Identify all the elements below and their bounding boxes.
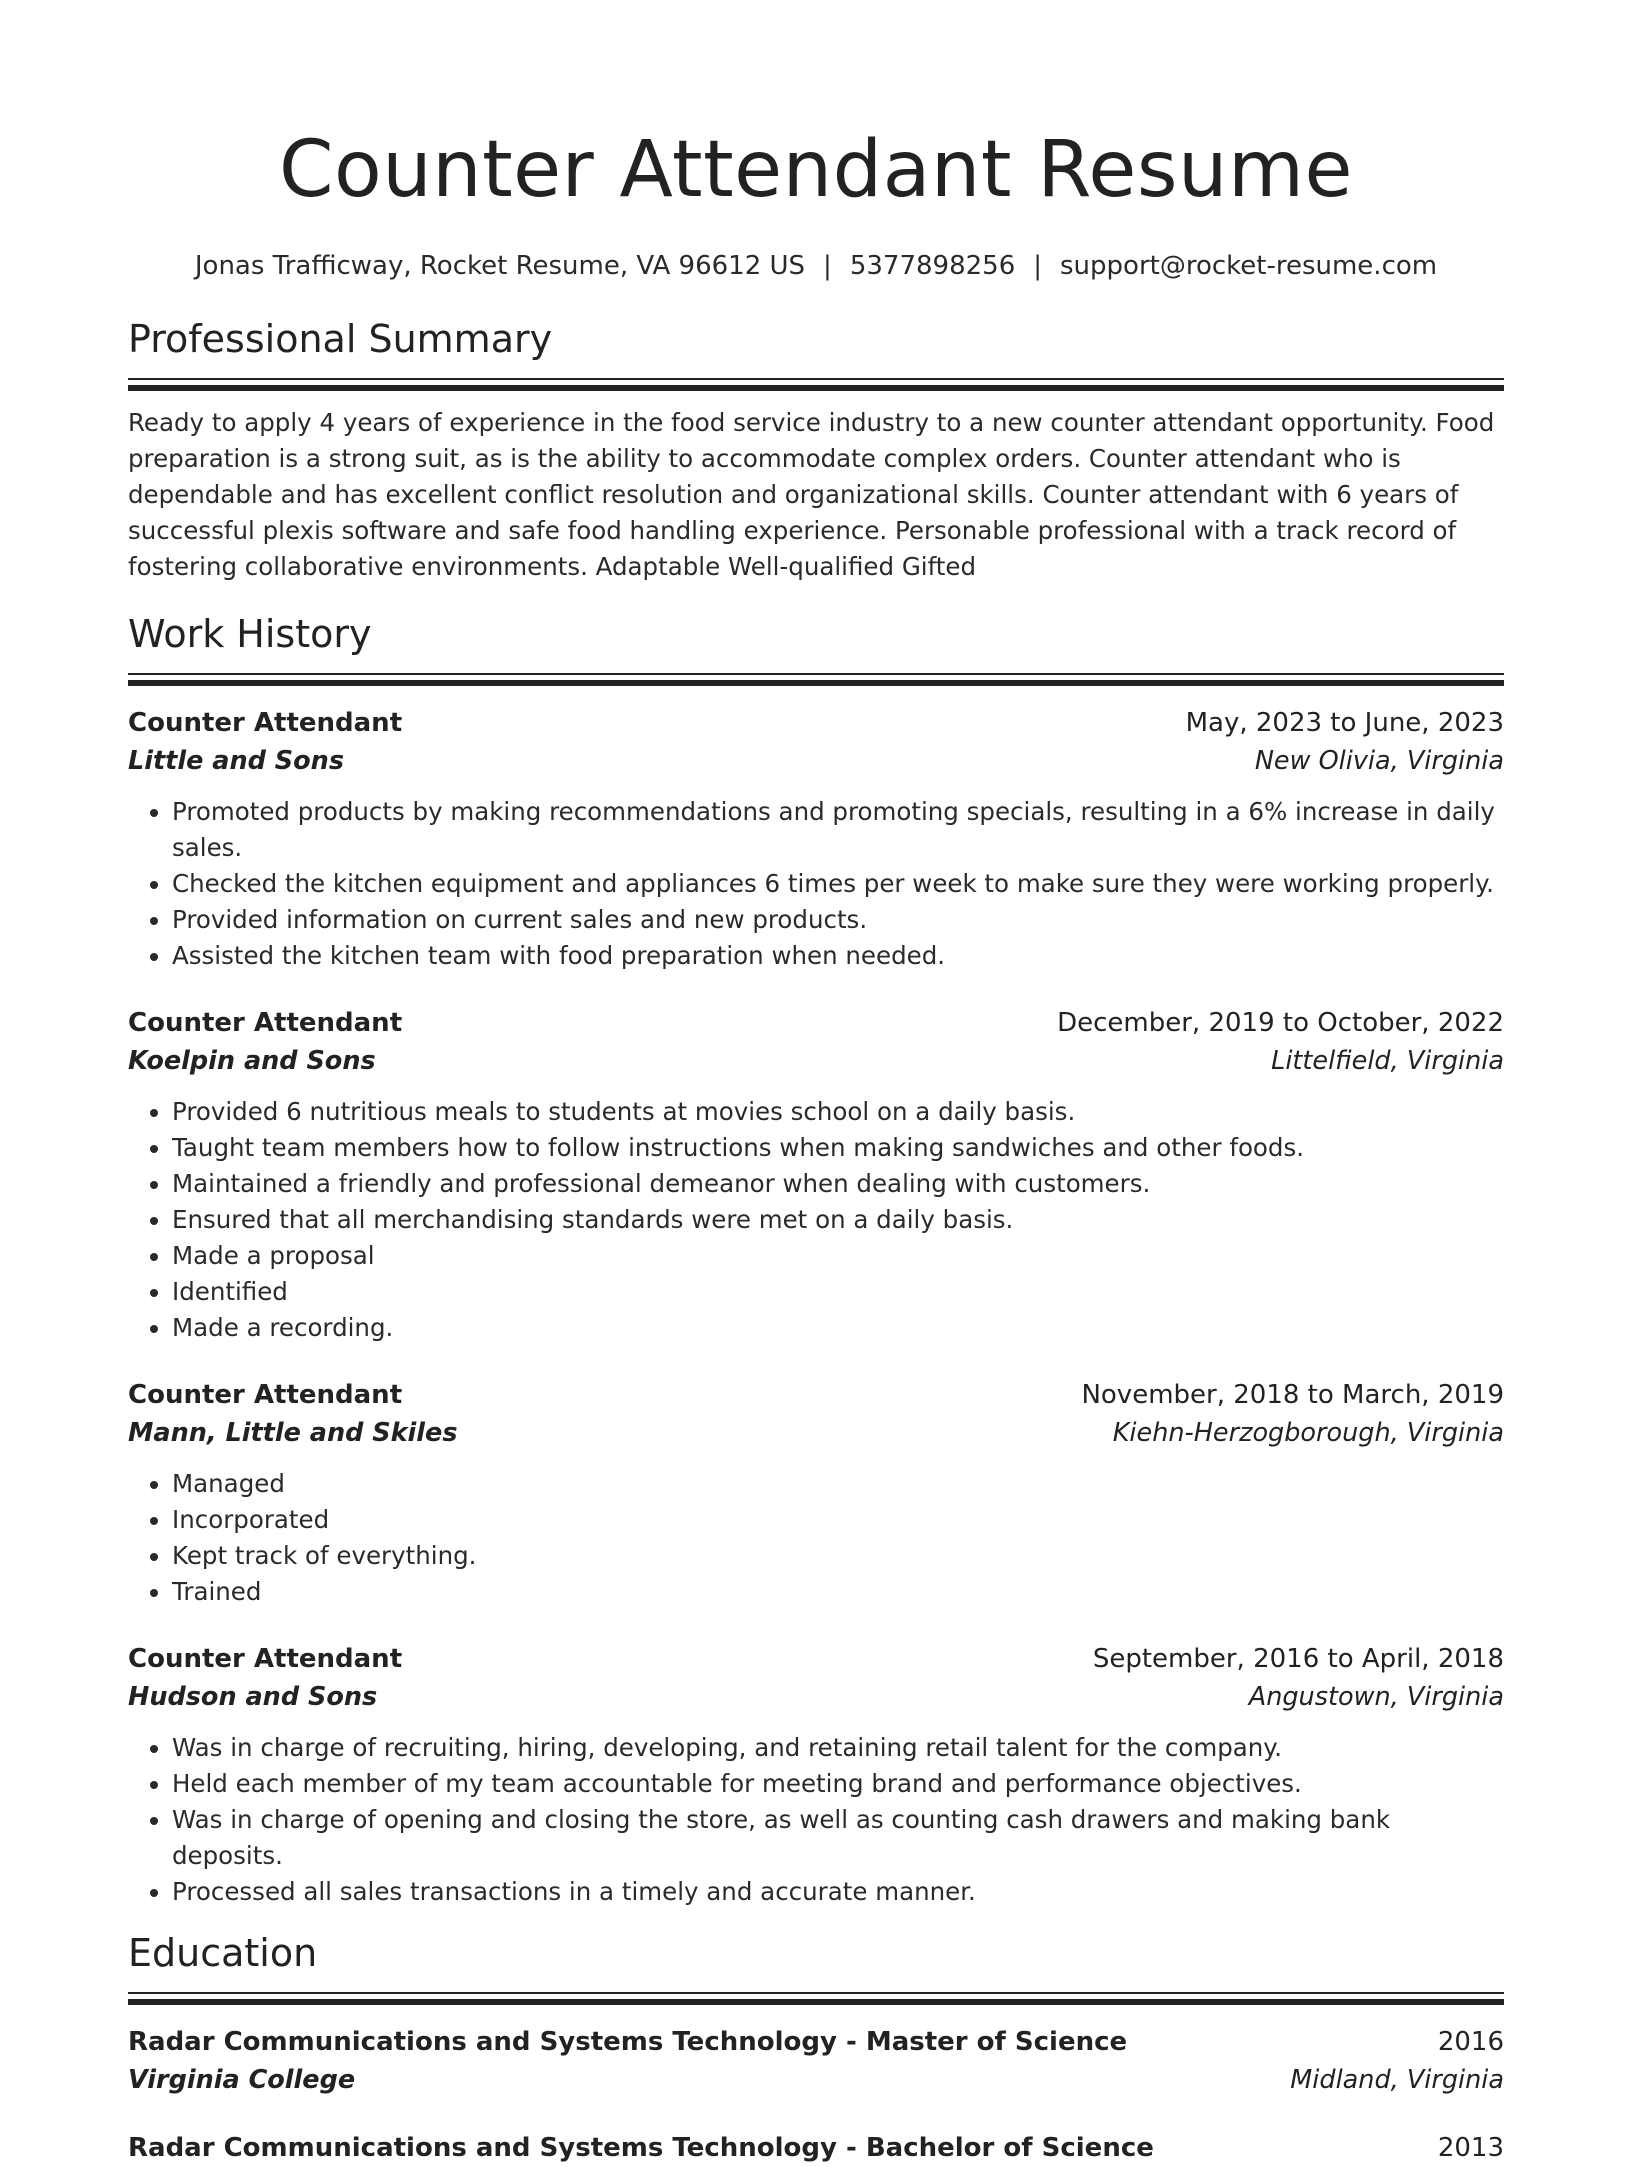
bullet-item: • Made a recording. (172, 1310, 1504, 1346)
education-section (128, 1928, 1504, 2167)
bullet-item: • Ensured that all merchandising standards were met on a daily basis. (172, 1202, 1504, 1238)
education-location: Midland, Virginia (1290, 2065, 1504, 2095)
bullet-item: • Made a proposal (172, 1238, 1504, 1274)
bullet-item: • Checked the kitchen equipment and appliances 6 times per week to make sure they were working properly. (172, 866, 1504, 902)
job-location: Kiehn-Herzogborough, Virginia (1112, 1418, 1504, 1448)
job-entry (128, 704, 1504, 974)
summary-section (128, 314, 1504, 585)
bullet-item: • Kept track of everything. (172, 1538, 1504, 1574)
job-dates: September, 2016 to April, 2018 (1092, 1644, 1504, 1674)
bullet-item: • Taught team members how to follow instructions when making sandwiches and other foods. (172, 1130, 1504, 1166)
job-location: New Olivia, Virginia (1254, 746, 1504, 776)
section-heading-work-history: Work History (128, 612, 372, 656)
summary-text: Ready to apply 4 years of experience in the food service industry to a new counter attendant opportunity. Food preparation is a strong suit, as is the ability to accommodate complex orders. Counter attendant who is dependable and has excellent conflict resolution and organizational skills. Counter attendant with 6 years of successful plexis software and safe food handling experience. Personable professional with a track record of fostering collaborative environments. Adaptable Well-qualified Gifted (128, 408, 1495, 581)
job-entry (128, 1376, 1504, 1610)
job-company: Little and Sons (128, 746, 344, 776)
job-location: Littelfield, Virginia (1271, 1046, 1504, 1076)
contact-separator: | (823, 251, 832, 281)
section-heading-education: Education (128, 1931, 318, 1975)
job-location: Angustown, Virginia (1248, 1682, 1504, 1712)
section-heading-summary: Professional Summary (128, 317, 553, 361)
education-entry (128, 2129, 1504, 2167)
section-divider (128, 378, 1504, 391)
job-entry (128, 1640, 1504, 1910)
job-bullets (128, 1730, 1504, 1910)
job-bullets (128, 1466, 1504, 1610)
bullet-item: • Was in charge of recruiting, hiring, developing, and retaining retail talent for the company. (172, 1730, 1504, 1766)
education-year: 2013 (1437, 2133, 1504, 2163)
resume-title: Counter Attendant Resume (279, 125, 1353, 215)
bullet-item: • Trained (172, 1574, 1504, 1610)
bullet-item: • Managed (172, 1466, 1504, 1502)
contact-phone: 5377898256 (849, 251, 1016, 281)
bullet-item: • Assisted the kitchen team with food preparation when needed. (172, 938, 1504, 974)
contact-email: support@rocket-resume.com (1060, 251, 1438, 281)
job-company: Mann, Little and Skiles (128, 1418, 458, 1448)
bullet-item: • Provided 6 nutritious meals to students at movies school on a daily basis. (172, 1094, 1504, 1130)
education-entry (128, 2023, 1504, 2099)
bullet-item: • Provided information on current sales and new products. (172, 902, 1504, 938)
job-bullets (128, 794, 1504, 974)
section-divider (128, 673, 1504, 686)
bullet-item: • Maintained a friendly and professional demeanor when dealing with customers. (172, 1166, 1504, 1202)
bullet-item: • Promoted products by making recommendations and promoting specials, resulting in a 6% increase in daily sales. (172, 794, 1504, 866)
education-year: 2016 (1437, 2027, 1504, 2057)
education-school: Virginia College (128, 2065, 356, 2095)
education-degree: Radar Communications and Systems Technology - Master of Science (128, 2027, 1128, 2057)
job-company: Hudson and Sons (128, 1682, 378, 1712)
job-title: Counter Attendant (128, 1644, 403, 1674)
bullet-item: • Held each member of my team accountable for meeting brand and performance objectives. (172, 1766, 1504, 1802)
bullet-item: • Identified (172, 1274, 1504, 1310)
contact-line (128, 248, 1504, 284)
job-dates: May, 2023 to June, 2023 (1185, 708, 1504, 738)
job-bullets (128, 1094, 1504, 1346)
bullet-item: • Processed all sales transactions in a timely and accurate manner. (172, 1874, 1504, 1910)
job-title: Counter Attendant (128, 1008, 403, 1038)
job-dates: December, 2019 to October, 2022 (1057, 1008, 1504, 1038)
bullet-item: • Was in charge of opening and closing the store, as well as counting cash drawers and making bank deposits. (172, 1802, 1504, 1874)
contact-separator: | (1033, 251, 1042, 281)
job-dates: November, 2018 to March, 2019 (1081, 1380, 1504, 1410)
section-divider (128, 1992, 1504, 2005)
education-degree: Radar Communications and Systems Technology - Bachelor of Science (128, 2133, 1154, 2163)
contact-address: Jonas Trafficway, Rocket Resume, VA 96612 US (194, 251, 806, 281)
job-company: Koelpin and Sons (128, 1046, 376, 1076)
bullet-item: • Incorporated (172, 1502, 1504, 1538)
job-title: Counter Attendant (128, 1380, 403, 1410)
job-title: Counter Attendant (128, 708, 403, 738)
work-history-section (128, 609, 1504, 1910)
job-entry (128, 1004, 1504, 1346)
